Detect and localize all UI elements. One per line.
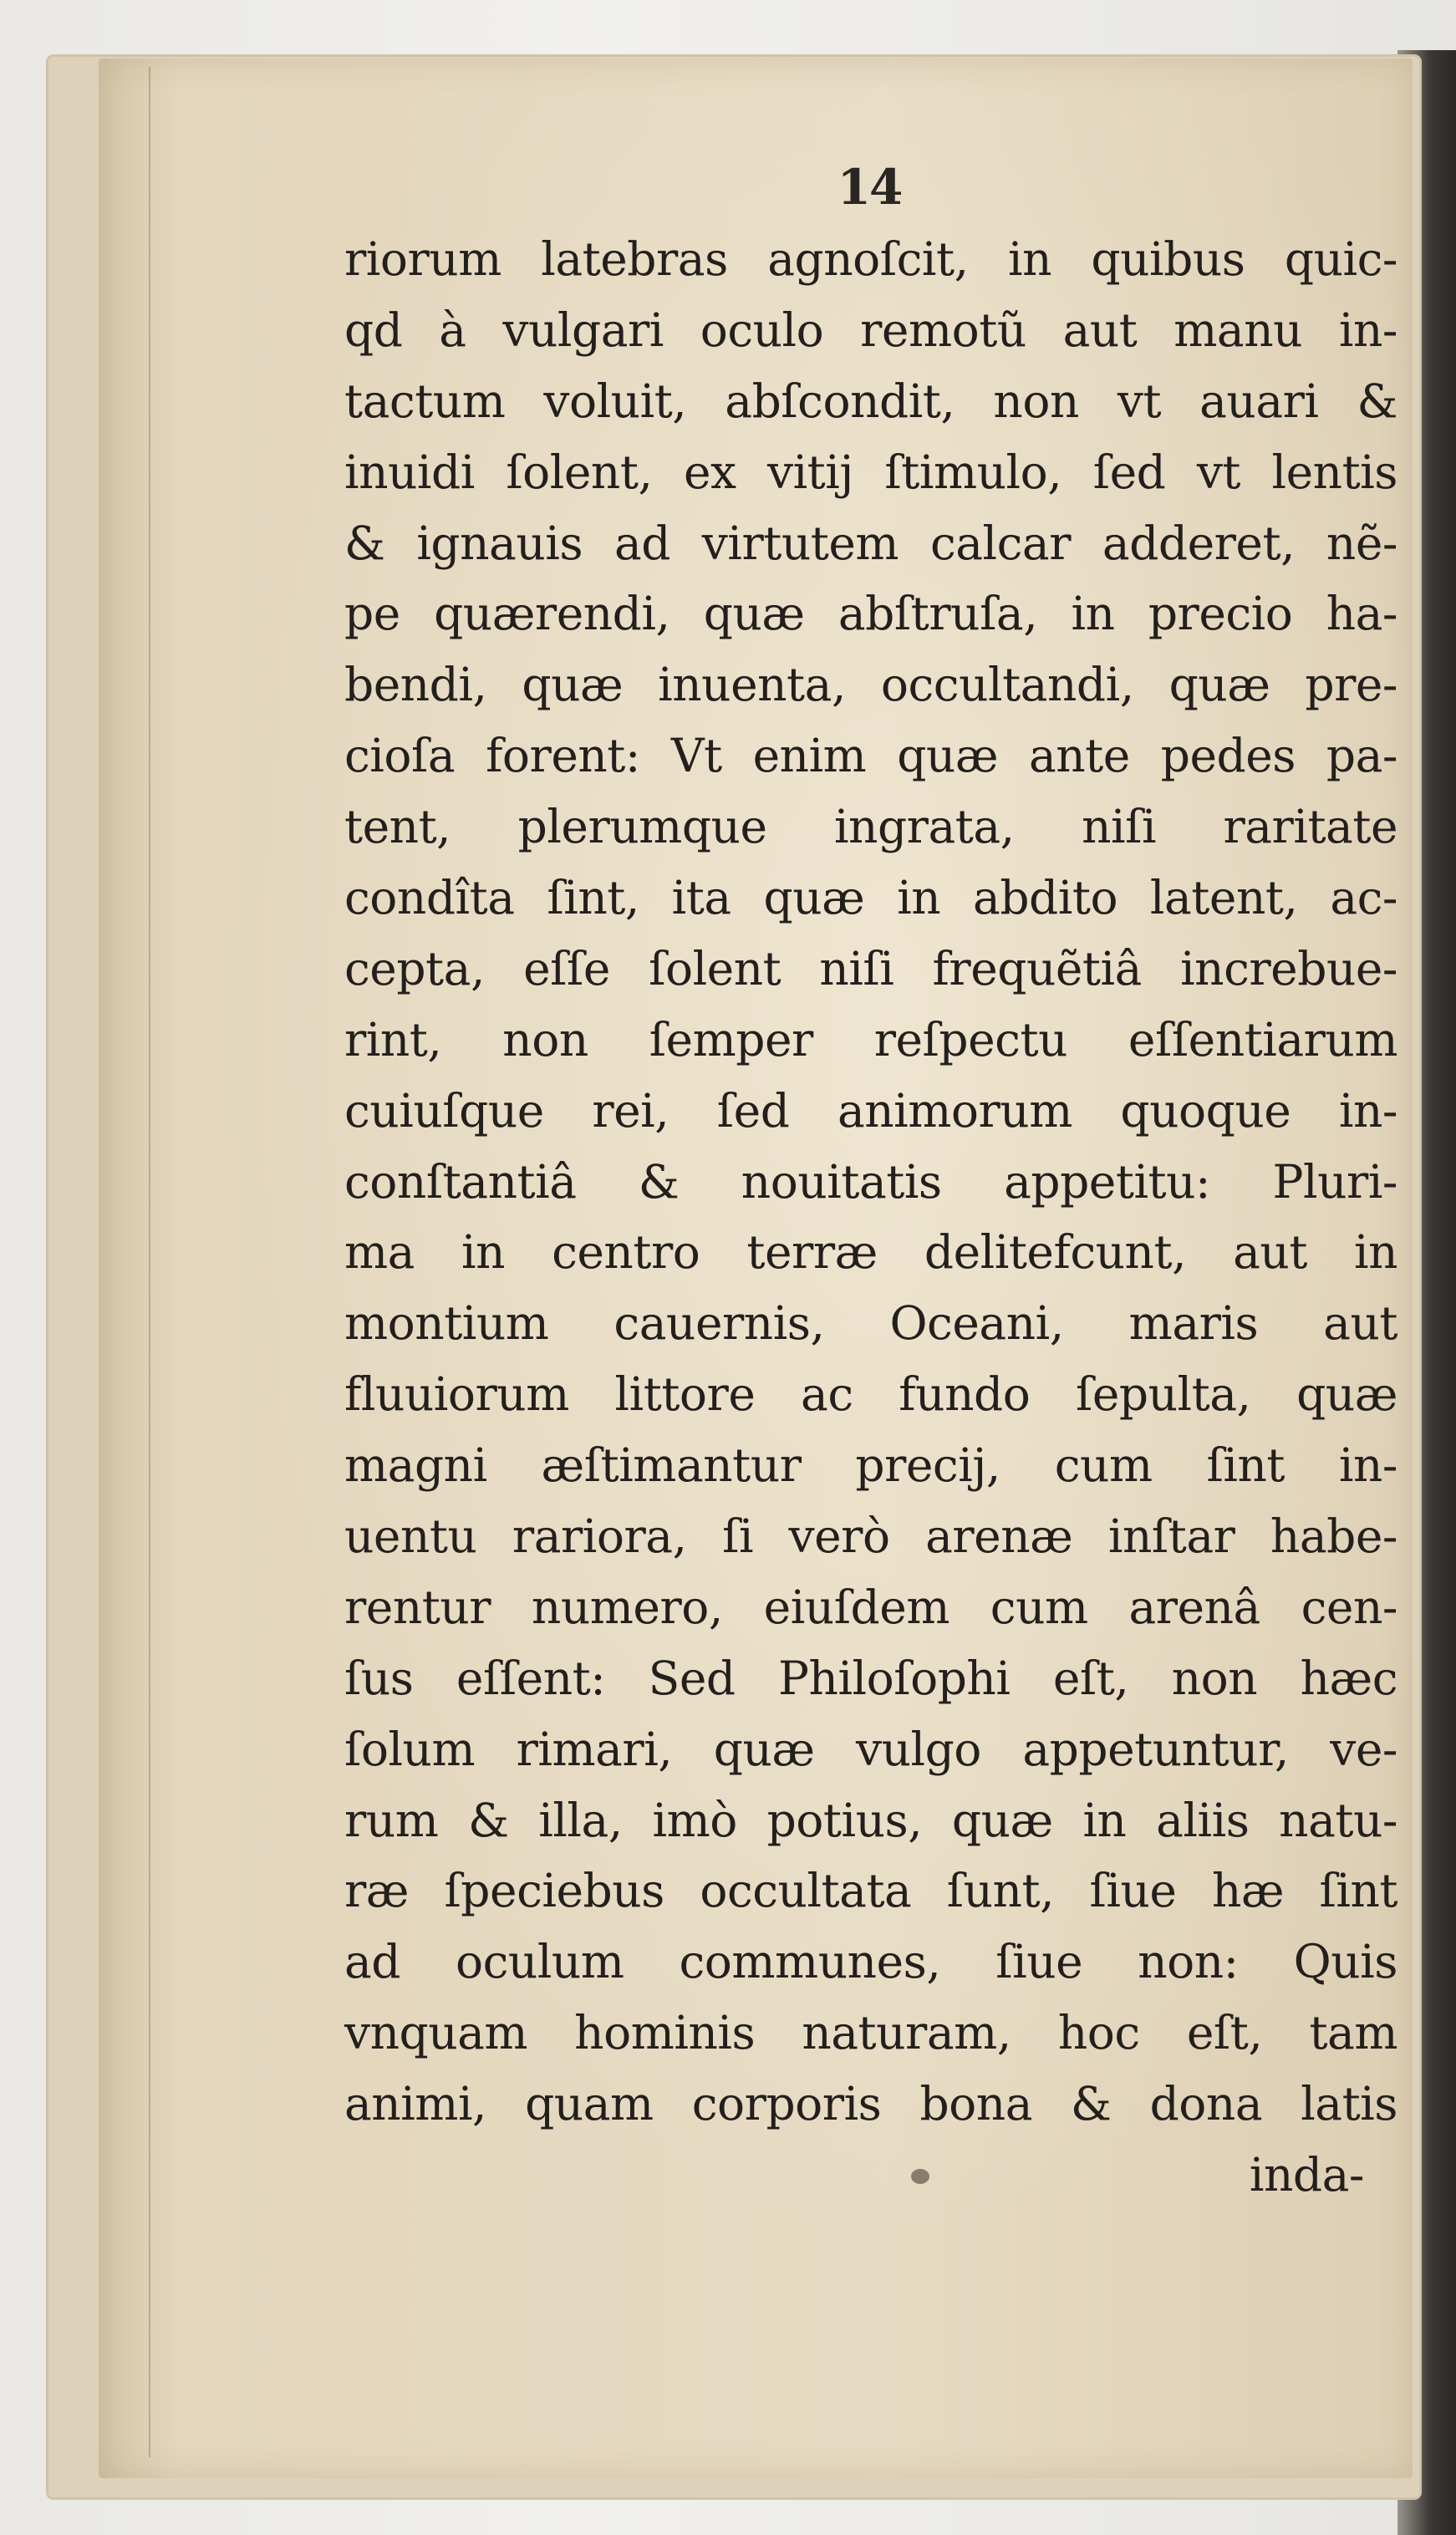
gutter-line bbox=[149, 67, 150, 2457]
text-line: fluuiorum littore ac fundo ſepulta, quæ bbox=[344, 1367, 1397, 1422]
text-line: rint, non ſemper reſpectu eſſentiarum bbox=[344, 1012, 1397, 1066]
page-number: 14 bbox=[837, 159, 902, 216]
page-text bbox=[344, 224, 1397, 2211]
text-line: tactum voluit, abſcondit, non vt auari & bbox=[344, 374, 1397, 428]
text-line: montium cauernis, Oceani, maris aut bbox=[344, 1296, 1397, 1351]
text-line: bendi, quæ inuenta, occultandi, quæ pre- bbox=[344, 658, 1397, 712]
catchword: inda- bbox=[1249, 2148, 1364, 2202]
text-line: ſus eſſent: Sed Philoſophi eſt, non hæc bbox=[344, 1651, 1397, 1705]
text-line: tent, plerumque ingrata, niſi raritate bbox=[344, 800, 1397, 854]
text-line: rentur numero, eiuſdem cum arenâ cen- bbox=[344, 1580, 1397, 1634]
text-line: cioſa forent: Vt enim quæ ante pedes pa- bbox=[344, 729, 1397, 783]
text-line: magni æſtimantur precij, cum ſint in- bbox=[344, 1438, 1397, 1493]
text-line: uentu rariora, ſi verò arenæ inſtar habe- bbox=[344, 1509, 1397, 1564]
ink-blot bbox=[911, 2169, 929, 2184]
text-line: rum & illa, imò potius, quæ in aliis natu- bbox=[344, 1793, 1397, 1847]
text-line: condîta ſint, ita quæ in abdito latent, ac- bbox=[344, 871, 1397, 925]
text-line: cuiuſque rei, ſed animorum quoque in- bbox=[344, 1083, 1397, 1138]
text-line: & ignauis ad virtutem calcar adderet, nẽ- bbox=[344, 516, 1397, 570]
text-line: ad oculum communes, ſiue non: Quis bbox=[344, 1935, 1397, 1989]
text-line: cepta, eſſe ſolent niſi frequẽtiâ increbue- bbox=[344, 941, 1397, 995]
text-line: qd à vulgari oculo remotũ aut manu in- bbox=[344, 303, 1397, 357]
text-line: riorum latebras agnoſcit, in quibus quic- bbox=[344, 232, 1397, 286]
text-line: inuidi ſolent, ex vitij ſtimulo, ſed vt lentis bbox=[344, 445, 1397, 499]
text-line: ræ ſpeciebus occultata ſunt, ſiue hæ ſint bbox=[344, 1864, 1397, 1918]
text-line: ma in centro terræ delitefcunt, aut in bbox=[344, 1225, 1397, 1280]
text-line: vnquam hominis naturam, hoc eſt, tam bbox=[344, 2006, 1397, 2060]
text-line: conſtantiâ & nouitatis appetitu: Pluri- bbox=[344, 1154, 1397, 1209]
text-line: animi, quam corporis bona & dona latis bbox=[344, 2077, 1397, 2131]
text-line: ſolum rimari, quæ vulgo appetuntur, ve- bbox=[344, 1722, 1397, 1776]
text-line: pe quærendi, quæ abſtruſa, in precio ha- bbox=[344, 587, 1397, 641]
